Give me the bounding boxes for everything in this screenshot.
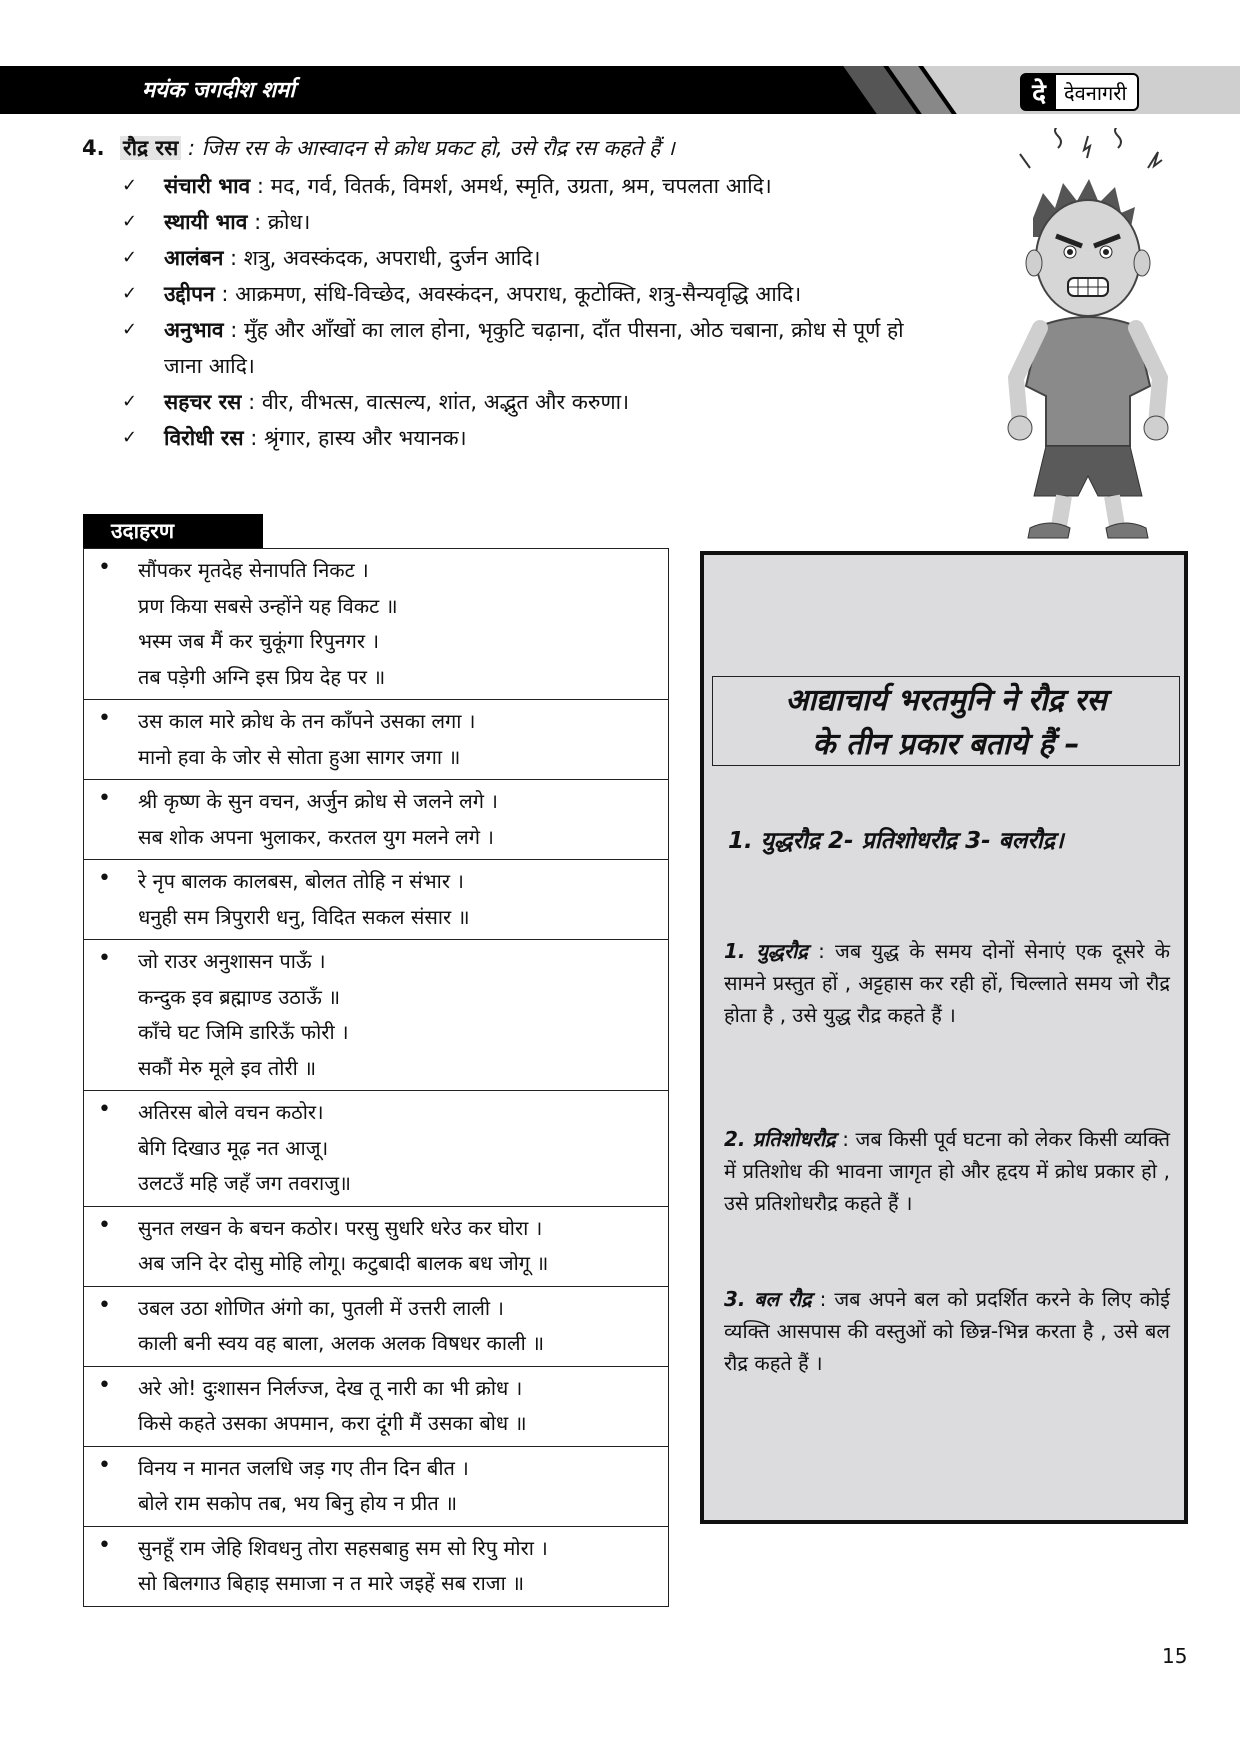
verse-line: सुनहूँ राम जेहि शिवधनु तोरा सहसबाहु सम सो रिपु मोरा ।: [138, 1535, 548, 1560]
list-item: [122, 276, 962, 312]
section-definition: : जिस रस के आस्वादन से क्रोध प्रकट हो, उसे रौद्र रस कहते हैं ।: [187, 136, 675, 160]
verse-line: किसे कहते उसका अपमान, करा दूंगी मैं उसका बोध ॥: [138, 1411, 527, 1435]
table-row: [84, 1367, 668, 1447]
item-label: आलंबन: [164, 246, 224, 270]
verse-line: धनुही सम त्रिपुरारी धनु, विदित सकल संसार ॥: [138, 904, 470, 929]
list-item: [122, 312, 944, 384]
type-description: [724, 1283, 1170, 1379]
examples-heading: उदाहरण: [83, 514, 263, 548]
type-description: [724, 935, 1170, 1031]
bullet-icon: •: [98, 1452, 111, 1478]
type-description: [724, 1123, 1170, 1219]
bullet-icon: •: [98, 706, 111, 731]
section-title: रौद्र रस: [120, 136, 181, 160]
verse-line: सकौं मेरु मूले इव तोरी ॥: [138, 1055, 317, 1080]
list-item: [122, 168, 962, 204]
logo-mark: दे: [1022, 75, 1056, 109]
page-header: [0, 66, 1240, 114]
item-label: सहचर रस: [164, 390, 242, 414]
verse-line: रे नृप बालक कालबस, बोलत तोहि न संभार ।: [138, 869, 464, 893]
types-list: 1. युद्धरौद्र 2- प्रतिशोधरौद्र 3- बलरौद्र।: [728, 828, 1064, 854]
bullet-icon: •: [98, 866, 111, 891]
verse-line: सो बिलगाउ बिहाइ समाजा न त मारे जइहें सब राजा ॥: [138, 1571, 525, 1595]
sidebar-title: [712, 676, 1180, 766]
bullet-icon: •: [98, 1372, 111, 1398]
type-text: : जब अपने बल को प्रदर्शित करने के लिए कोई व्यक्ति आसपास की वस्तुओं को छिन्न-भिन्न करता है , उसे बल रौद्र कहते हैं ।: [724, 1287, 1170, 1375]
verse-line: कन्दुक इव ब्रह्माण्ड उठाऊँ ॥: [138, 984, 341, 1009]
table-row: [84, 549, 668, 700]
verse-line: काली बनी स्वय वह बाला, अलक अलक विषधर काली ॥: [138, 1331, 545, 1355]
bullet-icon: •: [98, 786, 111, 811]
attribute-list: [122, 168, 962, 456]
check-icon: ✓: [122, 211, 138, 232]
item-label: उद्दीपन: [164, 282, 215, 306]
verse-line: काँचे घट जिमि डारिऊँ फोरी ।: [138, 1020, 349, 1044]
table-row: [84, 860, 668, 940]
check-icon: ✓: [122, 319, 138, 340]
verse-line: मानो हवा के जोर से सोता हुआ सागर जगा ॥: [138, 744, 461, 769]
item-label: विरोधी रस: [164, 426, 244, 450]
verse-line: विनय न मानत जलधि जड़ गए तीन दिन बीत ।: [138, 1455, 469, 1480]
verse-line: अतिरस बोले वचन कठोर।: [138, 1100, 324, 1124]
item-text: : आक्रमण, संधि-विच्छेद, अवस्कंदन, अपराध, कूटोक्ति, शत्रु-सैन्यवृद्धि आदि।: [221, 282, 802, 306]
item-text: : मद, गर्व, वितर्क, विमर्श, अमर्थ, स्मृति, उग्रता, श्रम, चपलता आदि।: [256, 174, 772, 198]
verse-line: प्रण किया सबसे उन्होंने यह विकट ॥: [138, 593, 398, 618]
verse-line: अरे ओ! दुःशासन निर्लज्ज, देख तू नारी का भी क्रोध ।: [138, 1375, 523, 1400]
table-row: [84, 1207, 668, 1287]
type-text: : जब किसी पूर्व घटना को लेकर किसी व्यक्ति में प्रतिशोध की भावना जागृत हो और हृदय में क्रोध प्रकार हो , उसे प्रतिशोधरौद्र कहते हैं ।: [724, 1127, 1170, 1215]
type-label: 3. बल रौद्र: [724, 1287, 812, 1311]
section-raudra-ras: [82, 134, 962, 456]
verse-line: तब पड़ेगी अग्नि इस प्रिय देह पर ॥: [138, 664, 386, 689]
sidebar-title-line: आद्याचार्य भरतमुनि ने रौद्र रस: [785, 683, 1107, 718]
bullet-icon: •: [98, 1292, 111, 1318]
verse-line: उस काल मारे क्रोध के तन काँपने उसका लगा ।: [138, 709, 476, 733]
item-text: : वीर, वीभत्स, वात्सल्य, शांत, अद्भुत और करुणा।: [248, 390, 630, 414]
verse-line: जो राउर अनुशासन पाऊँ ।: [138, 949, 326, 973]
bullet-icon: •: [98, 1212, 111, 1238]
sidebar-title-line: के तीन प्रकार बताये हैं –: [812, 727, 1080, 762]
type-label: 1. युद्धरौद्र: [724, 939, 808, 963]
table-row: [84, 940, 668, 1091]
item-label: संचारी भाव: [164, 174, 251, 198]
logo-text: देवनागरी: [1064, 80, 1127, 105]
check-icon: ✓: [122, 175, 138, 196]
verse-line: अब जनि देर दोसु मोहि लोगू। कटुबादी बालक बध जोगू ॥: [138, 1251, 549, 1275]
types-sidebar: [700, 551, 1188, 1524]
table-row: [84, 1447, 668, 1527]
page-number: 15: [1162, 1644, 1188, 1668]
list-item: [122, 420, 962, 456]
publisher-logo: [1020, 73, 1139, 111]
table-row: [84, 1287, 668, 1367]
verse-line: सुनत लखन के बचन कठोर। परसु सुधरि धरेउ कर घोरा ।: [138, 1215, 543, 1240]
item-label: स्थायी भाव: [164, 210, 248, 234]
section-heading: [82, 134, 962, 162]
author-name: मयंक जगदीश शर्मा: [142, 78, 295, 103]
bullet-icon: •: [98, 555, 111, 580]
item-text: : मुँह और आँखों का लाल होना, भृकुटि चढ़ाना, दाँत पीसना, ओठ चबाना, क्रोध से पूर्ण हो जाना आदि।: [164, 318, 904, 378]
item-text: : क्रोध।: [254, 210, 311, 234]
verse-line: बोले राम सकोप तब, भय बिनु होय न प्रीत ॥: [138, 1491, 458, 1515]
verse-line: उबल उठा शोणित अंगो का, पुतली में उत्तरी लाली ।: [138, 1295, 505, 1320]
angry-boy-illustration: [978, 128, 1194, 546]
item-text: : शत्रु, अवस्कंदक, अपराधी, दुर्जन आदि।: [230, 246, 541, 270]
verse-line: उलटउँ महि जहँ जग तवराजु॥: [138, 1171, 352, 1195]
type-text: : जब युद्ध के समय दोनों सेनाएं एक दूसरे के सामने प्रस्तुत हों , अट्टहास कर रही हों, चिल्लाते समय जो रौद्र होता है , उसे युद्ध रौद्र कहते हैं ।: [724, 939, 1170, 1027]
section-number: 4.: [82, 136, 105, 160]
list-item: [122, 204, 962, 240]
bullet-icon: •: [98, 1532, 111, 1558]
check-icon: ✓: [122, 247, 138, 268]
verse-line: बेगि दिखाउ मूढ़ नत आजू।: [138, 1135, 329, 1160]
type-label: 2. प्रतिशोधरौद्र: [724, 1127, 836, 1151]
item-label: अनुभाव: [164, 318, 224, 342]
verse-line: सौंपकर मृतदेह सेनापति निकट ।: [138, 558, 369, 582]
bullet-icon: •: [98, 1097, 111, 1122]
table-row: [84, 1091, 668, 1207]
check-icon: ✓: [122, 391, 138, 412]
list-item: [122, 384, 962, 420]
list-item: [122, 240, 962, 276]
table-row: [84, 780, 668, 860]
verse-line: भस्म जब मैं कर चुकूंगा रिपुनगर ।: [138, 629, 380, 653]
examples-table: [83, 548, 669, 1607]
table-row: [84, 700, 668, 780]
item-text: : श्रृंगार, हास्य और भयानक।: [250, 426, 467, 450]
bullet-icon: •: [98, 946, 111, 971]
table-row: [84, 1527, 668, 1607]
verse-line: सब शोक अपना भुलाकर, करतल युग मलने लगे ।: [138, 824, 494, 849]
check-icon: ✓: [122, 283, 138, 304]
check-icon: ✓: [122, 427, 138, 448]
verse-line: श्री कृष्ण के सुन वचन, अर्जुन क्रोध से जलने लगे ।: [138, 789, 498, 813]
